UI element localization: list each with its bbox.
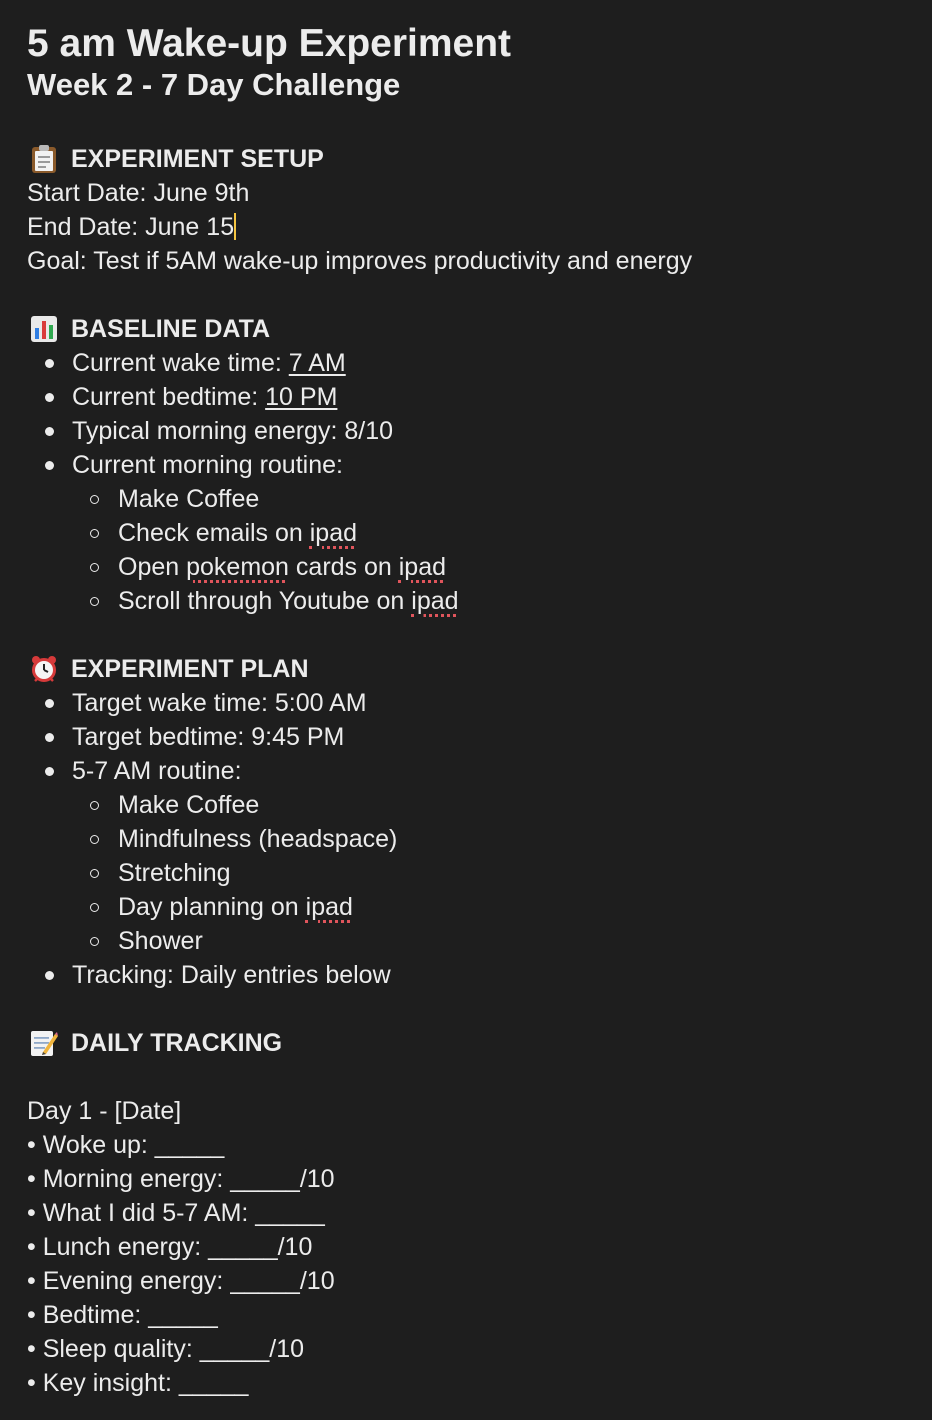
- blank-line: [27, 618, 907, 652]
- goal: Goal: Test if 5AM wake-up improves productivity and energy: [27, 247, 693, 275]
- start-date: Start Date: June 9th: [27, 179, 250, 207]
- plan-heading: [27, 652, 907, 686]
- text: cards on: [288, 553, 399, 581]
- sublist-item: Make Coffee: [72, 482, 907, 516]
- day-label: Day 1 - [Date]: [27, 1097, 182, 1125]
- wake-label: Current wake time:: [72, 349, 289, 377]
- list-item: [27, 754, 907, 958]
- list-item: [27, 346, 907, 380]
- blank-line: [27, 1060, 907, 1094]
- routine-sublist: [27, 788, 907, 958]
- clipboard-icon: [27, 142, 61, 176]
- sublist-item: [72, 516, 907, 550]
- routine-sublist: [27, 482, 907, 618]
- plan-heading-label: EXPERIMENT PLAN: [71, 655, 309, 683]
- bedtime-link[interactable]: 10 PM: [265, 383, 338, 411]
- text: Scroll through Youtube on: [118, 587, 412, 615]
- list-item: [27, 448, 907, 618]
- misspelled-word[interactable]: ipad: [305, 893, 353, 921]
- blank-line: [27, 278, 907, 312]
- tracking-line: • Lunch energy: _____/10: [27, 1233, 313, 1261]
- text: Day planning on: [118, 893, 306, 921]
- misspelled-word[interactable]: ipad: [309, 519, 358, 547]
- blank-line: [27, 104, 907, 142]
- sublist-item: Stretching: [72, 856, 907, 890]
- wake-time-link[interactable]: 7 AM: [288, 349, 346, 377]
- list-item: [27, 380, 907, 414]
- misspelled-word[interactable]: ipad: [411, 587, 459, 615]
- note-subtitle: Week 2 - 7 Day Challenge: [27, 67, 401, 102]
- tracking-line: • Evening energy: _____/10: [27, 1267, 335, 1295]
- end-date: [27, 210, 907, 244]
- sublist-item: Make Coffee: [72, 788, 907, 822]
- plan-list: [27, 686, 907, 992]
- note-title: 5 am Wake-up Experiment: [27, 22, 512, 65]
- list-item: Target wake time: 5:00 AM: [27, 686, 907, 720]
- baseline-heading: [27, 312, 907, 346]
- routine-label: Current morning routine:: [72, 451, 343, 479]
- misspelled-word[interactable]: pokemon: [186, 553, 289, 581]
- tracking-line: • Woke up: _____: [27, 1131, 225, 1159]
- memo-icon: [27, 1026, 61, 1060]
- text-cursor: [234, 213, 236, 240]
- routine-label: 5-7 AM routine:: [72, 757, 242, 785]
- tracking-line: • What I did 5-7 AM: _____: [27, 1199, 325, 1227]
- sublist-item: [72, 550, 907, 584]
- tracking-line: • Morning energy: _____/10: [27, 1165, 335, 1193]
- baseline-list: [27, 346, 907, 618]
- sublist-item: Mindfulness (headspace): [72, 822, 907, 856]
- tracking-line: • Sleep quality: _____/10: [27, 1335, 305, 1363]
- setup-heading-label: EXPERIMENT SETUP: [71, 145, 324, 173]
- list-item: Typical morning energy: 8/10: [27, 414, 907, 448]
- list-item: Tracking: Daily entries below: [27, 958, 907, 992]
- setup-heading: [27, 142, 907, 176]
- sublist-item: [72, 890, 907, 924]
- sublist-item: [72, 584, 907, 618]
- tracking-line: • Bedtime: _____: [27, 1301, 218, 1329]
- bed-label: Current bedtime:: [72, 383, 266, 411]
- daily-heading-label: DAILY TRACKING: [71, 1029, 283, 1057]
- note-editor[interactable]: [27, 22, 907, 1400]
- text: Check emails on: [118, 519, 310, 547]
- baseline-heading-label: BASELINE DATA: [71, 315, 271, 343]
- daily-heading: [27, 1026, 907, 1060]
- alarm-clock-icon: [27, 652, 61, 686]
- bar-chart-icon: [27, 312, 61, 346]
- blank-line: [27, 992, 907, 1026]
- tracking-line: • Key insight: _____: [27, 1369, 249, 1397]
- end-date-text: End Date: June 15: [27, 213, 235, 241]
- misspelled-word[interactable]: ipad: [398, 553, 447, 581]
- text: Open: [118, 553, 187, 581]
- list-item: Target bedtime: 9:45 PM: [27, 720, 907, 754]
- sublist-item: Shower: [72, 924, 907, 958]
